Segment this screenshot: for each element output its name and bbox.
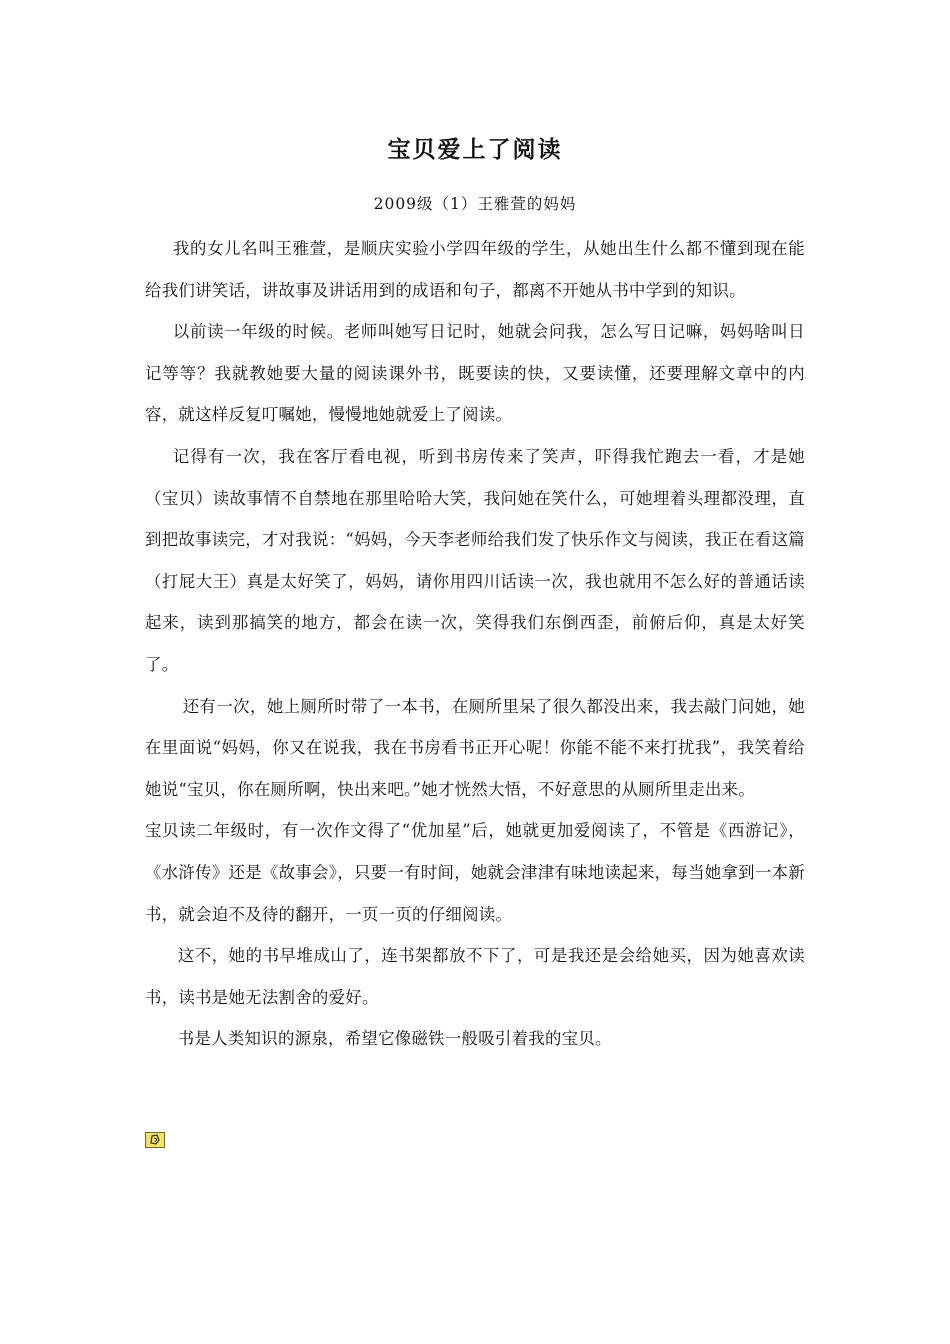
document-body	[145, 228, 805, 1060]
paragraph-2: 以前读一年级的时候。老师叫她写日记时，她就会问我，怎么写日记嘛，妈妈啥叫日记等等？我就教她要大量的阅读课外书，既要读的快，又要读懂，还要理解文章中的内容，就这样反复叮嘱她，慢慢地她就爱上了阅读。	[145, 322, 805, 425]
document-subtitle: 2009级（1）王雅萱的妈妈	[373, 195, 577, 213]
paragraph-5: 宝贝读二年级时，有一次作文得了“优加星”后，她就更加爱阅读了，不管是《西游记》，《水浒传》还是《故事会》，只要一有时间，她就会津津有味地读起来，每当她拿到一本新书，就会迫不及待的翻开，一页一页的仔细阅读。	[145, 821, 805, 924]
embedded-object-icon[interactable]	[145, 1132, 165, 1148]
paragraph-7: 书是人类知识的源泉，希望它像磁铁一般吸引着我的宝贝。	[177, 1029, 612, 1049]
document-page	[145, 0, 805, 1344]
paragraph-3: 记得有一次，我在客厅看电视，听到书房传来了笑声，吓得我忙跑去一看，才是她（宝贝）读故事情不自禁地在那里哈哈大笑，我问她在笑什么，可她埋着头理都没理，直到把故事读完，才对我说：“妈妈，今天李老师给我们发了快乐作文与阅读，我正在看这篇（打屁大王）真是太好笑了，妈妈，请你用四川话读一次，我也就用不怎么好的普通话读起来，读到那搞笑的地方，都会在读一次，笑得我们东倒西歪，前俯后仰，真是太好笑了。	[145, 446, 805, 674]
paragraph-4: 还有一次，她上厕所时带了一本书，在厕所里呆了很久都没出来，我去敲门问她，她在里面说“妈妈，你又在说我，我在书房看书正开心呢！你能不能不来打扰我”，我笑着给她说“宝贝，你在厕所啊，快出来吧。”她才恍然大悟，不好意思的从厕所里走出来。	[145, 696, 805, 799]
paragraph-6: 这不，她的书早堆成山了，连书架都放不下了，可是我还是会给她买，因为她喜欢读书，读书是她无法割舍的爱好。	[145, 946, 805, 1007]
paragraph-1: 我的女儿名叫王雅萱，是顺庆实验小学四年级的学生，从她出生什么都不懂到现在能给我们讲笑话，讲故事及讲话用到的成语和句子，都离不开她从书中学到的知识。	[145, 239, 805, 300]
document-title: 宝贝爱上了阅读	[387, 136, 563, 163]
